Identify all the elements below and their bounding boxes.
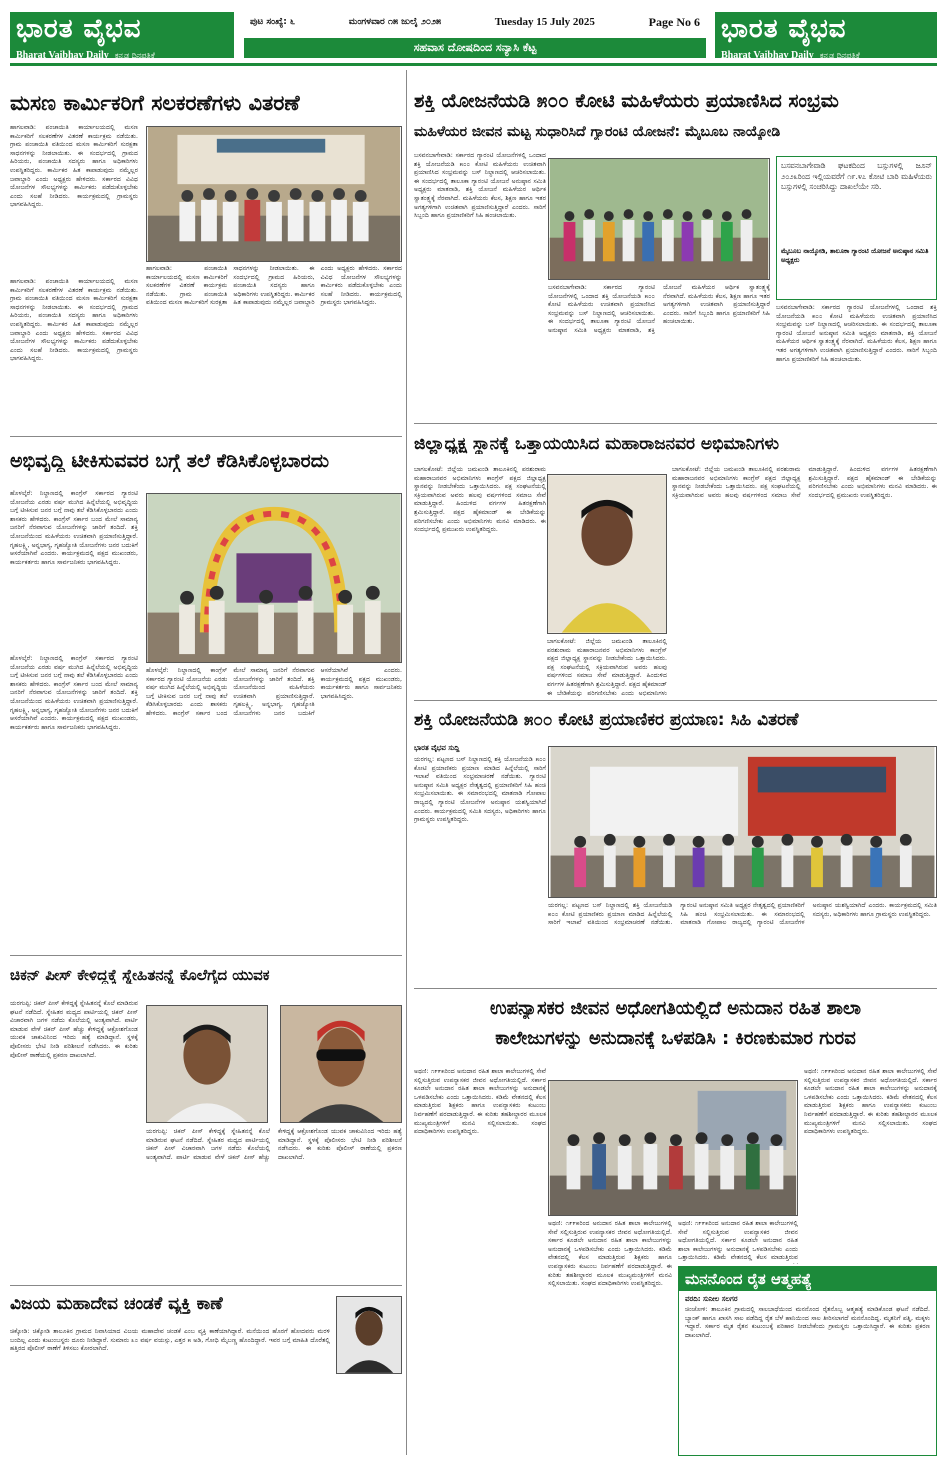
article-6-body: ಯರಗುಪ್ಪಿ: ಚಿಕನ್ ಪೀಸ್ ಕೇಳಿದ್ದಕ್ಕೆ ಸ್ನೇಹಿತನನ್ನೆ ಕೊಲೆ ಮಾಡಿರುವ ಘಟನೆ ನಡೆದಿದೆ. ಸ್ನೇಹಿತರ ಮಧ್ಯದ ಪಾರ್ಟಿಯಲ್ಲಿ ಚಿಕನ್ ಪೀಸ್ ವಿಚಾರವಾಗಿ ಜಗಳ ನಡೆದು ಕೊಲೆಯಲ್ಲಿ ಅಂತ್ಯವಾಗಿದೆ. ಪಾರ್ಟಿ ಮಾಡುವ ವೇಳೆ ಚಿಕನ್ ಪೀಸ್ ಹೆಚ್ಚು ಕೇಳಿದ್ದಕ್ಕೆ ಆಕ್ರೋಶಗೊಂಡ ಯುವಕ ಚಾಕುವಿನಿಂದ ಇರಿದು ಹತ್ಯೆ ಮಾಡಿದ್ದಾನೆ. ಸ್ಥಳಕ್ಕೆ ಪೊಲೀಸರು ಭೇಟಿ ನೀಡಿ ಪರಿಶೀಲನೆ ನಡೆಸಿದರು. ಈ ಕುರಿತು ಪೊಲೀಸ್ ಠಾಣೆಯಲ್ಲಿ ಪ್ರಕರಣ ದಾಖಲಾಗಿದೆ. [10, 1000, 138, 1059]
banner-text: ಸಹವಾಸ ದೋಷದಿಂದ ಸನ್ಯಾಸಿ ಕೆಟ್ಟ [413, 41, 537, 54]
article-divider-3 [10, 1285, 402, 1286]
article-8-headline: ವಿಜಯ ಮಹಾದೇವ ಚಂಡಕೆ ವ್ಯಕ್ತಿ ಕಾಣೆ [10, 1296, 223, 1314]
banner [244, 38, 706, 58]
article-7-body-cont2: ಅಥಣಿ: ೧೯೯೫ರಿಂದ ಅನುದಾನ ರಹಿತ ಶಾಲಾ ಕಾಲೇಜುಗಳಲ್ಲಿ ಸೇವೆ ಸಲ್ಲಿಸುತ್ತಿರುವ ಉಪನ್ಯಾಸಕರ ಜೀವನ ಅಧೋಗತಿಯಲ್ಲಿದೆ. ಸರ್ಕಾರ ಕೂಡಲೇ ಅನುದಾನ ರಹಿತ ಶಾಲಾ ಕಾಲೇಜುಗಳನ್ನು ಅನುದಾನಕ್ಕೆ ಒಳಪಡಿಸಬೇಕು ಎಂದು ಒತ್ತಾಯಿಸಿದರು. ಕಡಿಮೆ ವೇತನದಲ್ಲಿ ಕೆಲಸ ಮಾಡುತ್ತಿರುವ [678, 1220, 798, 1262]
article-2-body: ಬಸವನಬಾಗೇವಾಡಿ: ಸರ್ಕಾರದ ಗ್ಯಾರಂಟಿ ಯೋಜನೆಗಳಲ್ಲಿ ಒಂದಾದ ಶಕ್ತಿ ಯೋಜನೆಯಡಿ ೫೦೦ ಕೋಟಿ ಮಹಿಳೆಯರು ಉಚಿತವಾಗಿ ಪ್ರಯಾಣಿಸಿದ ಸಂಭ್ರಮವನ್ನು ಬಸ್ ನಿಲ್ದಾಣದಲ್ಲಿ ಆಚರಿಸಲಾಯಿತು. ಈ ಸಂದರ್ಭದಲ್ಲಿ ತಾಲೂಕಾ ಗ್ಯಾರಂಟಿ ಯೋಜನೆ ಅನುಷ್ಠಾನ ಸಮಿತಿ ಅಧ್ಯಕ್ಷರು ಮಾತನಾಡಿ, ಶಕ್ತಿ ಯೋಜನೆ ಮಹಿಳೆಯರ ಆರ್ಥಿಕ ಸ್ವಾತಂತ್ರ್ಯಕ್ಕೆ ನೆರವಾಗಿದೆ. ಮಹಿಳೆಯರು ಕೆಲಸ, ಶಿಕ್ಷಣ ಹಾಗೂ ಇತರ ಅಗತ್ಯಗಳಿಗಾಗಿ ಉಚಿತವಾಗಿ ಪ್ರಯಾಣಿಸುತ್ತಿದ್ದಾರೆ ಎಂದರು. ಸಾರಿಗೆ ಸಿಬ್ಬಂದಿ ಹಾಗೂ ಪ್ರಯಾಣಿಕರಿಗೆ ಸಿಹಿ ಹಂಚಲಾಯಿತು. [414, 152, 546, 220]
masthead-title-right: ಭಾರತ ವೈಭವ [721, 14, 847, 44]
masthead-right [715, 12, 937, 61]
lecturers-group-image [549, 1081, 797, 1215]
article-3-body-under: ಬಾಗಲಕೋಟೆ: ಜಿಲ್ಲೆಯ ಜಮಖಂಡಿ ತಾಲೂಕಿನಲ್ಲಿ ಪರಶುರಾಮ ಮಹಾರಾಜನವರ ಅಭಿಮಾನಿಗಳು ಕಾಂಗ್ರೆಸ್ ಪಕ್ಷದ ಜಿಲ್ಲಾಧ್ಯಕ್ಷ ಸ್ಥಾನವನ್ನು ನೀಡಬೇಕೆಂದು ಒತ್ತಾಯಿಸಿದರು. ಪಕ್ಷ ಸಂಘಟನೆಯಲ್ಲಿ ಸಕ್ರಿಯವಾಗಿರುವ ಅವರು ಹಲವು ವರ್ಷಗಳಿಂದ ಸಮಾಜ ಸೇವೆ ಮಾಡುತ್ತಿದ್ದಾರೆ. ಹಿಂದುಳಿದ ವರ್ಗಗಳ ಹಿತರಕ್ಷಣೆಗಾಗಿ ಶ್ರಮಿಸುತ್ತಿದ್ದಾರೆ. ಪಕ್ಷದ ಹೈಕಮಾಂಡ್ ಈ ಬೇಡಿಕೆಯನ್ನು ಪರಿಗಣಿಸಬೇಕು ಎಂದು ಅಭಿಮಾನಿಗಳು [547, 638, 667, 696]
article-3-body: ಬಾಗಲಕೋಟೆ: ಜಿಲ್ಲೆಯ ಜಮಖಂಡಿ ತಾಲೂಕಿನಲ್ಲಿ ಪರಶುರಾಮ ಮಹಾರಾಜನವರ ಅಭಿಮಾನಿಗಳು ಕಾಂಗ್ರೆಸ್ ಪಕ್ಷದ ಜಿಲ್ಲಾಧ್ಯಕ್ಷ ಸ್ಥಾನವನ್ನು ನೀಡಬೇಕೆಂದು ಒತ್ತಾಯಿಸಿದರು. ಪಕ್ಷ ಸಂಘಟನೆಯಲ್ಲಿ ಸಕ್ರಿಯವಾಗಿರುವ ಅವರು ಹಲವು ವರ್ಷಗಳಿಂದ ಸಮಾಜ ಸೇವೆ ಮಾಡುತ್ತಿದ್ದಾರೆ. ಹಿಂದುಳಿದ ವರ್ಗಗಳ ಹಿತರಕ್ಷಣೆಗಾಗಿ ಶ್ರಮಿಸುತ್ತಿದ್ದಾರೆ. ಪಕ್ಷದ ಹೈಕಮಾಂಡ್ ಈ ಬೇಡಿಕೆಯನ್ನು ಪರಿಗಣಿಸಬೇಕು ಎಂದು ಅಭಿಮಾನಿಗಳು ಮನವಿ ಮಾಡಿದರು. ಈ ಸಂದರ್ಭದಲ್ಲಿ ಪ್ರಮುಖರು ಉಪಸ್ಥಿತರಿದ್ದರು. [414, 466, 546, 534]
article-1-headline: ಮಸಣ ಕಾರ್ಮಿಕರಿಗೆ ಸಲಕರಣೆಗಳು ವಿತರಣೆ [10, 92, 300, 115]
date-kn: ಮಂಗಳವಾರ ೧೫ ಜುಲೈ ೨೦೨೫ [348, 17, 442, 27]
article-1-body-col1: ಹಾಗಲವಾಡಿ: ಪಂಚಾಯಿತಿ ಕಾರ್ಯಾಲಯದಲ್ಲಿ ಮಸಣ ಕಾರ್ಮಿಕರಿಗೆ ಸಲಕರಣೆಗಳ ವಿತರಣೆ ಕಾರ್ಯಕ್ರಮ ನಡೆಯಿತು. ಗ್ರಾಮ ಪಂಚಾಯಿತಿ ವತಿಯಿಂದ ಮಸಣ ಕಾರ್ಮಿಕರಿಗೆ ಸುರಕ್ಷತಾ ಸಾಧನಗಳನ್ನು ನೀಡಲಾಯಿತು. ಈ ಸಂದರ್ಭದಲ್ಲಿ ಗ್ರಾಮದ ಹಿರಿಯರು, ಪಂಚಾಯಿತಿ ಸದಸ್ಯರು ಹಾಗೂ ಅಧಿಕಾರಿಗಳು ಉಪಸ್ಥಿತರಿದ್ದರು. ಕಾರ್ಮಿಕರ ಹಿತ ಕಾಪಾಡುವುದು ನಮ್ಮೆಲ್ಲರ ಜವಾಬ್ದಾರಿ ಎಂದು ಅಧ್ಯಕ್ಷರು ಹೇಳಿದರು. ಸರ್ಕಾರದ ವಿವಿಧ ಯೋಜನೆಗಳ ಸೌಲಭ್ಯಗಳನ್ನು ಕಾರ್ಮಿಕರು ಪಡೆದುಕೊಳ್ಳಬೇಕು ಎಂದು ಸಲಹೆ ನೀಡಿದರು. ಕಾರ್ಯಕ್ರಮದಲ್ಲಿ ಗ್ರಾಮಸ್ಥರು ಭಾಗವಹಿಸಿದ್ದರು. [10, 278, 138, 363]
article-5-body-cont: ಯರಗಲ್ಲ: ಪಟ್ಟಣದ ಬಸ್ ನಿಲ್ದಾಣದಲ್ಲಿ ಶಕ್ತಿ ಯೋಜನೆಯಡಿ ೫೦೦ ಕೋಟಿ ಪ್ರಯಾಣಿಕರು ಪ್ರಯಾಣ ಮಾಡಿದ ಹಿನ್ನೆಲೆಯಲ್ಲಿ ಸಾರಿಗೆ ಇಲಾಖೆ ವತಿಯಿಂದ ಸಂಭ್ರಮಾಚರಣೆ ನಡೆಯಿತು. ಗ್ಯಾರಂಟಿ ಅನುಷ್ಠಾನ ಸಮಿತಿ ಅಧ್ಯಕ್ಷರ ನೇತೃತ್ವದಲ್ಲಿ ಪ್ರಯಾಣಿಕರಿಗೆ ಸಿಹಿ ಹಂಚಿ ಸಂಭ್ರಮಿಸಲಾಯಿತು. ಈ ಸಮಾರಂಭದಲ್ಲಿ ಮಾತನಾಡಿ ಗೋಪಾಲ ರಾಜ್ಯದಲ್ಲಿ ಗ್ಯಾರಂಟಿ ಯೋಜನೆಗಳ ಅನುಷ್ಠಾನ ಯಶಸ್ವಿಯಾಗಿದೆ ಎಂದರು. ಕಾರ್ಯಕ್ರಮದಲ್ಲಿ ಸಮಿತಿ ಸದಸ್ಯರು, ಅಧಿಕಾರಿಗಳು ಹಾಗೂ ಗ್ರಾಮಸ್ಥರು ಉಪಸ್ಥಿತರಿದ್ದರು. [548, 902, 937, 927]
article-divider-2 [10, 955, 402, 956]
article-1-photo [146, 126, 402, 262]
page-number-kn: ಪುಟ ಸಂಖ್ಯೆ: ೬ [250, 17, 296, 27]
article-7-body-right: ಅಥಣಿ: ೧೯೯೫ರಿಂದ ಅನುದಾನ ರಹಿತ ಶಾಲಾ ಕಾಲೇಜುಗಳಲ್ಲಿ ಸೇವೆ ಸಲ್ಲಿಸುತ್ತಿರುವ ಉಪನ್ಯಾಸಕರ ಜೀವನ ಅಧೋಗತಿಯಲ್ಲಿದೆ. ಸರ್ಕಾರ ಕೂಡಲೇ ಅನುದಾನ ರಹಿತ ಶಾಲಾ ಕಾಲೇಜುಗಳನ್ನು ಅನುದಾನಕ್ಕೆ ಒಳಪಡಿಸಬೇಕು ಎಂದು ಒತ್ತಾಯಿಸಿದರು. ಕಡಿಮೆ ವೇತನದಲ್ಲಿ ಕೆಲಸ ಮಾಡುತ್ತಿರುವ ಶಿಕ್ಷಕರು ಹಾಗೂ ಉಪನ್ಯಾಸಕರು ಕುಟುಂಬ ನಿರ್ವಹಣೆಗೆ ಪರದಾಡುತ್ತಿದ್ದಾರೆ. ಈ ಕುರಿತು ತಹಶೀಲ್ದಾರರ ಮೂಲಕ ಮುಖ್ಯಮಂತ್ರಿಗಳಿಗೆ ಮನವಿ ಸಲ್ಲಿಸಲಾಯಿತು. ಸಂಘದ ಪದಾಧಿಕಾರಿಗಳು ಉಪಸ್ಥಿತರಿದ್ದರು. [804, 1068, 937, 1136]
masthead-tagline: ಕನ್ನಡ ದಿನಪತ್ರಿಕೆ [114, 51, 155, 60]
women-group-image [549, 159, 769, 279]
factbox-credit: ಮೈಬೂಬ ನಾಯ್ಕೋಡಿ, ತಾಲೂಕಾ ಗ್ಯಾರಂಟಿ ಯೋಜನೆ ಅನುಷ್ಠಾನ ಸಮಿತಿ ಅಧ್ಯಕ್ಷರು [781, 247, 929, 264]
masthead-en-right: Bharat Vaibhav Daily [721, 50, 814, 61]
article-4-photo [146, 493, 402, 663]
article-9-headline-text: ಮನನೊಂದ ರೈತ ಆತ್ಮಹತ್ಯೆ [685, 1270, 812, 1288]
bus-stand-image [549, 747, 936, 897]
article-2-body-col3: ಬಸವನಬಾಗೇವಾಡಿ: ಸರ್ಕಾರದ ಗ್ಯಾರಂಟಿ ಯೋಜನೆಗಳಲ್ಲಿ ಒಂದಾದ ಶಕ್ತಿ ಯೋಜನೆಯಡಿ ೫೦೦ ಕೋಟಿ ಮಹಿಳೆಯರು ಉಚಿತವಾಗಿ ಪ್ರಯಾಣಿಸಿದ ಸಂಭ್ರಮವನ್ನು ಬಸ್ ನಿಲ್ದಾಣದಲ್ಲಿ ಆಚರಿಸಲಾಯಿತು. ಈ ಸಂದರ್ಭದಲ್ಲಿ ತಾಲೂಕಾ ಗ್ಯಾರಂಟಿ ಯೋಜನೆ ಅನುಷ್ಠಾನ ಸಮಿತಿ ಅಧ್ಯಕ್ಷರು ಮಾತನಾಡಿ, ಶಕ್ತಿ ಯೋಜನೆ ಮಹಿಳೆಯರ ಆರ್ಥಿಕ ಸ್ವಾತಂತ್ರ್ಯಕ್ಕೆ ನೆರವಾಗಿದೆ. ಮಹಿಳೆಯರು ಕೆಲಸ, ಶಿಕ್ಷಣ ಹಾಗೂ ಇತರ ಅಗತ್ಯಗಳಿಗಾಗಿ ಉಚಿತವಾಗಿ ಪ್ರಯಾಣಿಸುತ್ತಿದ್ದಾರೆ ಎಂದರು. ಸಾರಿಗೆ ಸಿಬ್ಬಂದಿ ಹಾಗೂ ಪ್ರಯಾಣಿಕರಿಗೆ ಸಿಹಿ ಹಂಚಲಾಯಿತು. [776, 304, 937, 363]
masthead-en: Bharat Vaibhav Daily [16, 50, 109, 61]
article-6-body-cont: ಯರಗುಪ್ಪಿ: ಚಿಕನ್ ಪೀಸ್ ಕೇಳಿದ್ದಕ್ಕೆ ಸ್ನೇಹಿತನನ್ನೆ ಕೊಲೆ ಮಾಡಿರುವ ಘಟನೆ ನಡೆದಿದೆ. ಸ್ನೇಹಿತರ ಮಧ್ಯದ ಪಾರ್ಟಿಯಲ್ಲಿ ಚಿಕನ್ ಪೀಸ್ ವಿಚಾರವಾಗಿ ಜಗಳ ನಡೆದು ಕೊಲೆಯಲ್ಲಿ ಅಂತ್ಯವಾಗಿದೆ. ಪಾರ್ಟಿ ಮಾಡುವ ವೇಳೆ ಚಿಕನ್ ಪೀಸ್ ಹೆಚ್ಚು ಕೇಳಿದ್ದಕ್ಕೆ ಆಕ್ರೋಶಗೊಂಡ ಯುವಕ ಚಾಕುವಿನಿಂದ ಇರಿದು ಹತ್ಯೆ ಮಾಡಿದ್ದಾನೆ. ಸ್ಥಳಕ್ಕೆ ಪೊಲೀಸರು ಭೇಟಿ ನೀಡಿ ಪರಿಶೀಲನೆ ನಡೆಸಿದರು. ಈ ಕುರಿತು ಪೊಲೀಸ್ ಠಾಣೆಯಲ್ಲಿ ಪ್ರಕರಣ ದಾಖಲಾಗಿದೆ. [146, 1128, 402, 1161]
factbox-text: ಬಸವನಬಾಗೇವಾಡಿ ಘಟಕದಿಂದ ಬಸ್ಸುಗಳಲ್ಲಿ ಜೂನ್ ೨೦೨೩ರಿಂದ ಇಲ್ಲಿಯವರೆಗೆ ೧೯.೪೭ ಕೋಟಿ ಬಾರಿ ಮಹಿಳೆಯರು ಬಸ್ಸುಗಳಲ್ಲಿ ಸಂಚರಿಸಿದ್ದು ದಾಖಲೆಯೇ ಸರಿ. [781, 161, 932, 191]
article-9-byline: ವರದಿ: ಸುನೀಲ ಸಲಗರ [685, 1295, 738, 1303]
masthead-tagline-right: ಕನ್ನಡ ದಿನಪತ್ರಿಕೆ [819, 51, 860, 60]
article-2-subheadline: ಮಹಿಳೆಯರ ಜೀವನ ಮಟ್ಟ ಸುಧಾರಿಸಿದೆ ಗ್ಯಾರಂಟಿ ಯೋಜನೆ: ಮೈಬೂಬ ನಾಯ್ಕೋಡಿ [414, 124, 781, 140]
article-7-body: ಅಥಣಿ: ೧೯೯೫ರಿಂದ ಅನುದಾನ ರಹಿತ ಶಾಲಾ ಕಾಲೇಜುಗಳಲ್ಲಿ ಸೇವೆ ಸಲ್ಲಿಸುತ್ತಿರುವ ಉಪನ್ಯಾಸಕರ ಜೀವನ ಅಧೋಗತಿಯಲ್ಲಿದೆ. ಸರ್ಕಾರ ಕೂಡಲೇ ಅನುದಾನ ರಹಿತ ಶಾಲಾ ಕಾಲೇಜುಗಳನ್ನು ಅನುದಾನಕ್ಕೆ ಒಳಪಡಿಸಬೇಕು ಎಂದು ಒತ್ತಾಯಿಸಿದರು. ಕಡಿಮೆ ವೇತನದಲ್ಲಿ ಕೆಲಸ ಮಾಡುತ್ತಿರುವ ಶಿಕ್ಷಕರು ಹಾಗೂ ಉಪನ್ಯಾಸಕರು ಕುಟುಂಬ ನಿರ್ವಹಣೆಗೆ ಪರದಾಡುತ್ತಿದ್ದಾರೆ. ಈ ಕುರಿತು ತಹಶೀಲ್ದಾರರ ಮೂಲಕ ಮುಖ್ಯಮಂತ್ರಿಗಳಿಗೆ ಮನವಿ ಸಲ್ಲಿಸಲಾಯಿತು. ಸಂಘದ ಪದಾಧಿಕಾರಿಗಳು ಉಪಸ್ಥಿತರಿದ್ದರು. [414, 1068, 546, 1136]
article-7-headline-2: ಕಾಲೇಜುಗಳನ್ನು ಅನುದಾನಕ್ಕೆ ಒಳಪಡಿಸಿ : ಕಿರಣಕುಮಾರ ಗುರವ [495, 1030, 856, 1049]
page-meta-bar [244, 12, 706, 32]
article-5-byline: ಭಾರತ ವೈಭವ ಸುದ್ದಿ [414, 744, 460, 752]
article-3-headline: ಜಿಲ್ಲಾಧ್ಯಕ್ಷ ಸ್ಥಾನಕ್ಕೆ ಒತ್ತಾಯಯಿಸಿದ ಮಹಾರಾಜನವರ ಅಭಿಮಾನಿಗಳು [414, 436, 779, 454]
missing-person-photo [336, 1296, 402, 1374]
article-4-body: ಹೊಳಲ್ಕೆರೆ: ನಿಲ್ದಾಣದಲ್ಲಿ ಕಾಂಗ್ರೆಸ್ ಸರ್ಕಾರದ ಗ್ಯಾರಂಟಿ ಯೋಜನೆಯ ಎರಡು ವರ್ಷ ಮುಗಿದ ಹಿನ್ನೆಲೆಯಲ್ಲಿ ಅಭಿವೃದ್ಧಿಯ ಬಗ್ಗೆ ಟೀಕಿಸುವ ಜನರ ಬಗ್ಗೆ ನಾವು ತಲೆ ಕೆಡಿಸಿಕೊಳ್ಳಬಾರದು ಎಂದು ಶಾಸಕರು ಹೇಳಿದರು. ಕಾಂಗ್ರೆಸ್ ಸರ್ಕಾರ ಬಂದ ಮೇಲೆ ಸಾಮಾನ್ಯ ಜನರಿಗೆ ನೆರವಾಗುವ ಯೋಜನೆಗಳನ್ನು ಜಾರಿಗೆ ತಂದಿದೆ. ಶಕ್ತಿ ಯೋಜನೆಯಿಂದ ಮಹಿಳೆಯರು ಉಚಿತವಾಗಿ ಪ್ರಯಾಣಿಸುತ್ತಿದ್ದಾರೆ. ಗೃಹಲಕ್ಷ್ಮಿ, ಅನ್ನಭಾಗ್ಯ, ಗೃಹಜ್ಯೋತಿ ಯೋಜನೆಗಳು ಜನರ ಬದುಕಿಗೆ ಆಸರೆಯಾಗಿವೆ ಎಂದರು. ಕಾರ್ಯಕ್ರಮದಲ್ಲಿ ಪಕ್ಷದ ಮುಖಂಡರು, ಕಾರ್ಯಕರ್ತರು ಹಾಗೂ ಸಾರ್ವಜನಿಕರು ಭಾಗವಹಿಸಿದ್ದರು. [10, 490, 138, 566]
photo-group-image [147, 127, 401, 261]
article-5-photo [548, 746, 937, 898]
article-7-headline: ಉಪನ್ಯಾಸಕರ ಜೀವನ ಅಧೋಗತಿಯಲ್ಲಿದೆ ಅನುದಾನ ರಹಿತ ಶಾಲಾ [489, 1000, 862, 1019]
article-4-body-col1b: ಹೊಳಲ್ಕೆರೆ: ನಿಲ್ದಾಣದಲ್ಲಿ ಕಾಂಗ್ರೆಸ್ ಸರ್ಕಾರದ ಗ್ಯಾರಂಟಿ ಯೋಜನೆಯ ಎರಡು ವರ್ಷ ಮುಗಿದ ಹಿನ್ನೆಲೆಯಲ್ಲಿ ಅಭಿವೃದ್ಧಿಯ ಬಗ್ಗೆ ಟೀಕಿಸುವ ಜನರ ಬಗ್ಗೆ ನಾವು ತಲೆ ಕೆಡಿಸಿಕೊಳ್ಳಬಾರದು ಎಂದು ಶಾಸಕರು ಹೇಳಿದರು. ಕಾಂಗ್ರೆಸ್ ಸರ್ಕಾರ ಬಂದ ಮೇಲೆ ಸಾಮಾನ್ಯ ಜನರಿಗೆ ನೆರವಾಗುವ ಯೋಜನೆಗಳನ್ನು ಜಾರಿಗೆ ತಂದಿದೆ. ಶಕ್ತಿ ಯೋಜನೆಯಿಂದ ಮಹಿಳೆಯರು ಉಚಿತವಾಗಿ ಪ್ರಯಾಣಿಸುತ್ತಿದ್ದಾರೆ. ಗೃಹಲಕ್ಷ್ಮಿ, ಅನ್ನಭಾಗ್ಯ, ಗೃಹಜ್ಯೋತಿ ಯೋಜನೆಗಳು ಜನರ ಬದುಕಿಗೆ ಆಸರೆಯಾಗಿವೆ ಎಂದರು. ಕಾರ್ಯಕ್ರಮದಲ್ಲಿ ಪಕ್ಷದ ಮುಖಂಡರು, ಕಾರ್ಯಕರ್ತರು ಹಾಗೂ ಸಾರ್ವಜನಿಕರು ಭಾಗವಹಿಸಿದ್ದರು. [10, 655, 138, 731]
column-divider [406, 70, 407, 1455]
article-6-headline: ಚಿಕನ್ ಪೀಸ್ ಕೇಳಿದ್ದಕ್ಕೆ ಸ್ನೇಹಿತನನ್ನೆ ಕೊಲೆಗೈದ ಯುವಕ [10, 968, 270, 984]
date-en: Tuesday 15 July 2025 [494, 16, 595, 28]
portrait-image-1 [147, 1006, 267, 1122]
portrait-image-3 [337, 1297, 401, 1373]
article-4-body-cont: ಹೊಳಲ್ಕೆರೆ: ನಿಲ್ದಾಣದಲ್ಲಿ ಕಾಂಗ್ರೆಸ್ ಸರ್ಕಾರದ ಗ್ಯಾರಂಟಿ ಯೋಜನೆಯ ಎರಡು ವರ್ಷ ಮುಗಿದ ಹಿನ್ನೆಲೆಯಲ್ಲಿ ಅಭಿವೃದ್ಧಿಯ ಬಗ್ಗೆ ಟೀಕಿಸುವ ಜನರ ಬಗ್ಗೆ ನಾವು ತಲೆ ಕೆಡಿಸಿಕೊಳ್ಳಬಾರದು ಎಂದು ಶಾಸಕರು ಹೇಳಿದರು. ಕಾಂಗ್ರೆಸ್ ಸರ್ಕಾರ ಬಂದ ಮೇಲೆ ಸಾಮಾನ್ಯ ಜನರಿಗೆ ನೆರವಾಗುವ ಯೋಜನೆಗಳನ್ನು ಜಾರಿಗೆ ತಂದಿದೆ. ಶಕ್ತಿ ಯೋಜನೆಯಿಂದ ಮಹಿಳೆಯರು ಉಚಿತವಾಗಿ ಪ್ರಯಾಣಿಸುತ್ತಿದ್ದಾರೆ. ಗೃಹಲಕ್ಷ್ಮಿ, ಅನ್ನಭಾಗ್ಯ, ಗೃಹಜ್ಯೋತಿ ಯೋಜನೆಗಳು ಜನರ ಬದುಕಿಗೆ ಆಸರೆಯಾಗಿವೆ ಎಂದರು. ಕಾರ್ಯಕ್ರಮದಲ್ಲಿ ಪಕ್ಷದ ಮುಖಂಡರು, ಕಾರ್ಯಕರ್ತರು ಹಾಗೂ ಸಾರ್ವಜನಿಕರು ಭಾಗವಹಿಸಿದ್ದರು. [146, 667, 402, 717]
article-2-headline: ಶಕ್ತಿ ಯೋಜನೆಯಡಿ ೫೦೦ ಕೋಟಿ ಮಹಿಳೆಯರು ಪ್ರಯಾಣಿಸಿದ ಸಂಭ್ರಮ [414, 92, 839, 112]
article-8-body: ಚಿಕ್ಕೋಡಿ: ಚಿಕ್ಕೋಡಿ ತಾಲೂಕಿನ ಗ್ರಾಮದ ನಿವಾಸಿಯಾದ ವಿಜಯ ಮಹಾದೇವ ಚಂಡಕೆ ಎಂಬ ವ್ಯಕ್ತಿ ಕಾಣೆಯಾಗಿದ್ದಾರೆ. ಮನೆಯಿಂದ ಹೊರಗೆ ಹೋದವರು ಮರಳಿ ಬಂದಿಲ್ಲ ಎಂದು ಕುಟುಂಬಸ್ಥರು ದೂರು ನೀಡಿದ್ದಾರೆ. ಸುಮಾರು ೩೦ ವರ್ಷ ವಯಸ್ಸು, ಎತ್ತರ ೫ ಅಡಿ, ಗೋಧಿ ಮೈಬಣ್ಣ ಹೊಂದಿದ್ದಾರೆ. ಇವರ ಬಗ್ಗೆ ಮಾಹಿತಿ ದೊರೆತಲ್ಲಿ ಹತ್ತಿರದ ಪೊಲೀಸ್ ಠಾಣೆಗೆ ತಿಳಿಸಲು ಕೋರಲಾಗಿದೆ. [10, 1328, 330, 1353]
victim-photo [280, 1005, 402, 1123]
article-5-headline: ಶಕ್ತಿ ಯೋಜನೆಯಡಿ ೫೦೦ ಕೋಟಿ ಪ್ರಯಾಣಿಕರ ಪ್ರಯಾಣ: ಸಿಹಿ ವಿತರಣೆ [414, 712, 799, 730]
masthead-title: ಭಾರತ ವೈಭವ [16, 14, 142, 44]
article-divider [10, 436, 402, 437]
leader-portrait [548, 475, 666, 633]
accused-photo [146, 1005, 268, 1123]
article-1-body: ಹಾಗಲವಾಡಿ: ಪಂಚಾಯಿತಿ ಕಾರ್ಯಾಲಯದಲ್ಲಿ ಮಸಣ ಕಾರ್ಮಿಕರಿಗೆ ಸಲಕರಣೆಗಳ ವಿತರಣೆ ಕಾರ್ಯಕ್ರಮ ನಡೆಯಿತು. ಗ್ರಾಮ ಪಂಚಾಯಿತಿ ವತಿಯಿಂದ ಮಸಣ ಕಾರ್ಮಿಕರಿಗೆ ಸುರಕ್ಷತಾ ಸಾಧನಗಳನ್ನು ನೀಡಲಾಯಿತು. ಈ ಸಂದರ್ಭದಲ್ಲಿ ಗ್ರಾಮದ ಹಿರಿಯರು, ಪಂಚಾಯಿತಿ ಸದಸ್ಯರು ಹಾಗೂ ಅಧಿಕಾರಿಗಳು ಉಪಸ್ಥಿತರಿದ್ದರು. ಕಾರ್ಮಿಕರ ಹಿತ ಕಾಪಾಡುವುದು ನಮ್ಮೆಲ್ಲರ ಜವಾಬ್ದಾರಿ ಎಂದು ಅಧ್ಯಕ್ಷರು ಹೇಳಿದರು. ಸರ್ಕಾರದ ವಿವಿಧ ಯೋಜನೆಗಳ ಸೌಲಭ್ಯಗಳನ್ನು ಕಾರ್ಮಿಕರು ಪಡೆದುಕೊಳ್ಳಬೇಕು ಎಂದು ಸಲಹೆ ನೀಡಿದರು. ಕಾರ್ಯಕ್ರಮದಲ್ಲಿ ಗ್ರಾಮಸ್ಥರು ಭಾಗವಹಿಸಿದ್ದರು. [10, 124, 138, 209]
article-7-body-cont: ಅಥಣಿ: ೧೯೯೫ರಿಂದ ಅನುದಾನ ರಹಿತ ಶಾಲಾ ಕಾಲೇಜುಗಳಲ್ಲಿ ಸೇವೆ ಸಲ್ಲಿಸುತ್ತಿರುವ ಉಪನ್ಯಾಸಕರ ಜೀವನ ಅಧೋಗತಿಯಲ್ಲಿದೆ. ಸರ್ಕಾರ ಕೂಡಲೇ ಅನುದಾನ ರಹಿತ ಶಾಲಾ ಕಾಲೇಜುಗಳನ್ನು ಅನುದಾನಕ್ಕೆ ಒಳಪಡಿಸಬೇಕು ಎಂದು ಒತ್ತಾಯಿಸಿದರು. ಕಡಿಮೆ ವೇತನದಲ್ಲಿ ಕೆಲಸ ಮಾಡುತ್ತಿರುವ ಶಿಕ್ಷಕರು ಹಾಗೂ ಉಪನ್ಯಾಸಕರು ಕುಟುಂಬ ನಿರ್ವಹಣೆಗೆ ಪರದಾಡುತ್ತಿದ್ದಾರೆ. ಈ ಕುರಿತು ತಹಶೀಲ್ದಾರರ ಮೂಲಕ ಮುಖ್ಯಮಂತ್ರಿಗಳಿಗೆ ಮನವಿ ಸಲ್ಲಿಸಲಾಯಿತು. ಸಂಘದ ಪದಾಧಿಕಾರಿಗಳು ಉಪಸ್ಥಿತರಿದ್ದರು. [548, 1220, 672, 1288]
article-divider-5 [414, 700, 937, 701]
article-7-photo [548, 1080, 798, 1216]
article-1-body-cont: ಹಾಗಲವಾಡಿ: ಪಂಚಾಯಿತಿ ಕಾರ್ಯಾಲಯದಲ್ಲಿ ಮಸಣ ಕಾರ್ಮಿಕರಿಗೆ ಸಲಕರಣೆಗಳ ವಿತರಣೆ ಕಾರ್ಯಕ್ರಮ ನಡೆಯಿತು. ಗ್ರಾಮ ಪಂಚಾಯಿತಿ ವತಿಯಿಂದ ಮಸಣ ಕಾರ್ಮಿಕರಿಗೆ ಸುರಕ್ಷತಾ ಸಾಧನಗಳನ್ನು ನೀಡಲಾಯಿತು. ಈ ಸಂದರ್ಭದಲ್ಲಿ ಗ್ರಾಮದ ಹಿರಿಯರು, ಪಂಚಾಯಿತಿ ಸದಸ್ಯರು ಹಾಗೂ ಅಧಿಕಾರಿಗಳು ಉಪಸ್ಥಿತರಿದ್ದರು. ಕಾರ್ಮಿಕರ ಹಿತ ಕಾಪಾಡುವುದು ನಮ್ಮೆಲ್ಲರ ಜವಾಬ್ದಾರಿ ಎಂದು ಅಧ್ಯಕ್ಷರು ಹೇಳಿದರು. ಸರ್ಕಾರದ ವಿವಿಧ ಯೋಜನೆಗಳ ಸೌಲಭ್ಯಗಳನ್ನು ಕಾರ್ಮಿಕರು ಪಡೆದುಕೊಳ್ಳಬೇಕು ಎಂದು ಸಲಹೆ ನೀಡಿದರು. ಕಾರ್ಯಕ್ರಮದಲ್ಲಿ ಗ್ರಾಮಸ್ಥರು ಭಾಗವಹಿಸಿದ್ದರು. [146, 265, 402, 307]
article-9-box [678, 1266, 937, 1456]
masthead-rule [10, 63, 937, 66]
article-9-headline [679, 1267, 936, 1291]
article-divider-6 [414, 988, 937, 989]
portrait-image-2 [281, 1006, 401, 1122]
article-9-body: ಚಿಂಚೋಳಿ: ತಾಲೂಕಿನ ಗ್ರಾಮದಲ್ಲಿ ಸಾಲಬಾಧೆಯಿಂದ ಮನನೊಂದ ರೈತನೊಬ್ಬ ಆತ್ಮಹತ್ಯೆ ಮಾಡಿಕೊಂಡ ಘಟನೆ ನಡೆದಿದೆ. ಬ್ಯಾಂಕ್ ಹಾಗೂ ಖಾಸಗಿ ಸಾಲ ಪಡೆದಿದ್ದ ರೈತ ಬೆಳೆ ಹಾನಿಯಿಂದ ಸಾಲ ತೀರಿಸಲಾಗದೆ ಮನನೊಂದಿದ್ದ. ಮೃತನಿಗೆ ಪತ್ನಿ, ಮಕ್ಕಳು ಇದ್ದಾರೆ. ಸರ್ಕಾರ ಮೃತ ರೈತನ ಕುಟುಂಬಕ್ಕೆ ಪರಿಹಾರ ನೀಡಬೇಕೆಂದು ಗ್ರಾಮಸ್ಥರು ಒತ್ತಾಯಿಸಿದ್ದಾರೆ. ಈ ಕುರಿತು ಪ್ರಕರಣ ದಾಖಲಾಗಿದೆ. [685, 1306, 930, 1339]
article-2-photo [548, 158, 770, 280]
balloon-arch-image [147, 494, 401, 662]
masthead-left [10, 12, 234, 61]
article-3-body-cont: ಬಾಗಲಕೋಟೆ: ಜಿಲ್ಲೆಯ ಜಮಖಂಡಿ ತಾಲೂಕಿನಲ್ಲಿ ಪರಶುರಾಮ ಮಹಾರಾಜನವರ ಅಭಿಮಾನಿಗಳು ಕಾಂಗ್ರೆಸ್ ಪಕ್ಷದ ಜಿಲ್ಲಾಧ್ಯಕ್ಷ ಸ್ಥಾನವನ್ನು ನೀಡಬೇಕೆಂದು ಒತ್ತಾಯಿಸಿದರು. ಪಕ್ಷ ಸಂಘಟನೆಯಲ್ಲಿ ಸಕ್ರಿಯವಾಗಿರುವ ಅವರು ಹಲವು ವರ್ಷಗಳಿಂದ ಸಮಾಜ ಸೇವೆ ಮಾಡುತ್ತಿದ್ದಾರೆ. ಹಿಂದುಳಿದ ವರ್ಗಗಳ ಹಿತರಕ್ಷಣೆಗಾಗಿ ಶ್ರಮಿಸುತ್ತಿದ್ದಾರೆ. ಪಕ್ಷದ ಹೈಕಮಾಂಡ್ ಈ ಬೇಡಿಕೆಯನ್ನು ಪರಿಗಣಿಸಬೇಕು ಎಂದು ಅಭಿಮಾನಿಗಳು ಮನವಿ ಮಾಡಿದರು. ಈ ಸಂದರ್ಭದಲ್ಲಿ ಪ್ರಮುಖರು ಉಪಸ್ಥಿತರಿದ್ದರು. [672, 466, 937, 499]
page-number: Page No 6 [648, 14, 700, 29]
article-5-body: ಯರಗಲ್ಲ: ಪಟ್ಟಣದ ಬಸ್ ನಿಲ್ದಾಣದಲ್ಲಿ ಶಕ್ತಿ ಯೋಜನೆಯಡಿ ೫೦೦ ಕೋಟಿ ಪ್ರಯಾಣಿಕರು ಪ್ರಯಾಣ ಮಾಡಿದ ಹಿನ್ನೆಲೆಯಲ್ಲಿ ಸಾರಿಗೆ ಇಲಾಖೆ ವತಿಯಿಂದ ಸಂಭ್ರಮಾಚರಣೆ ನಡೆಯಿತು. ಗ್ಯಾರಂಟಿ ಅನುಷ್ಠಾನ ಸಮಿತಿ ಅಧ್ಯಕ್ಷರ ನೇತೃತ್ವದಲ್ಲಿ ಪ್ರಯಾಣಿಕರಿಗೆ ಸಿಹಿ ಹಂಚಿ ಸಂಭ್ರಮಿಸಲಾಯಿತು. ಈ ಸಮಾರಂಭದಲ್ಲಿ ಮಾತನಾಡಿ ಗೋಪಾಲ ರಾಜ್ಯದಲ್ಲಿ ಗ್ಯಾರಂಟಿ ಯೋಜನೆಗಳ ಅನುಷ್ಠಾನ ಯಶಸ್ವಿಯಾಗಿದೆ ಎಂದರು. ಕಾರ್ಯಕ್ರಮದಲ್ಲಿ ಸಮಿತಿ ಸದಸ್ಯರು, ಅಧಿಕಾರಿಗಳು ಹಾಗೂ ಗ್ರಾಮಸ್ಥರು ಉಪಸ್ಥಿತರಿದ್ದರು. [414, 756, 546, 824]
article-2-factbox [776, 156, 937, 300]
article-divider-4 [414, 423, 937, 424]
article-3-photo [547, 474, 667, 634]
article-4-headline: ಅಭಿವೃದ್ಧಿ ಟೀಕಿಸುವವರ ಬಗ್ಗೆ ತಲೆ ಕೆಡಿಸಿಕೊಳ್ಳಬಾರದು [10, 452, 330, 472]
article-2-body-cont: ಬಸವನಬಾಗೇವಾಡಿ: ಸರ್ಕಾರದ ಗ್ಯಾರಂಟಿ ಯೋಜನೆಗಳಲ್ಲಿ ಒಂದಾದ ಶಕ್ತಿ ಯೋಜನೆಯಡಿ ೫೦೦ ಕೋಟಿ ಮಹಿಳೆಯರು ಉಚಿತವಾಗಿ ಪ್ರಯಾಣಿಸಿದ ಸಂಭ್ರಮವನ್ನು ಬಸ್ ನಿಲ್ದಾಣದಲ್ಲಿ ಆಚರಿಸಲಾಯಿತು. ಈ ಸಂದರ್ಭದಲ್ಲಿ ತಾಲೂಕಾ ಗ್ಯಾರಂಟಿ ಯೋಜನೆ ಅನುಷ್ಠಾನ ಸಮಿತಿ ಅಧ್ಯಕ್ಷರು ಮಾತನಾಡಿ, ಶಕ್ತಿ ಯೋಜನೆ ಮಹಿಳೆಯರ ಆರ್ಥಿಕ ಸ್ವಾತಂತ್ರ್ಯಕ್ಕೆ ನೆರವಾಗಿದೆ. ಮಹಿಳೆಯರು ಕೆಲಸ, ಶಿಕ್ಷಣ ಹಾಗೂ ಇತರ ಅಗತ್ಯಗಳಿಗಾಗಿ ಉಚಿತವಾಗಿ ಪ್ರಯಾಣಿಸುತ್ತಿದ್ದಾರೆ ಎಂದರು. ಸಾರಿಗೆ ಸಿಬ್ಬಂದಿ ಹಾಗೂ ಪ್ರಯಾಣಿಕರಿಗೆ ಸಿಹಿ ಹಂಚಲಾಯಿತು. [548, 284, 770, 334]
